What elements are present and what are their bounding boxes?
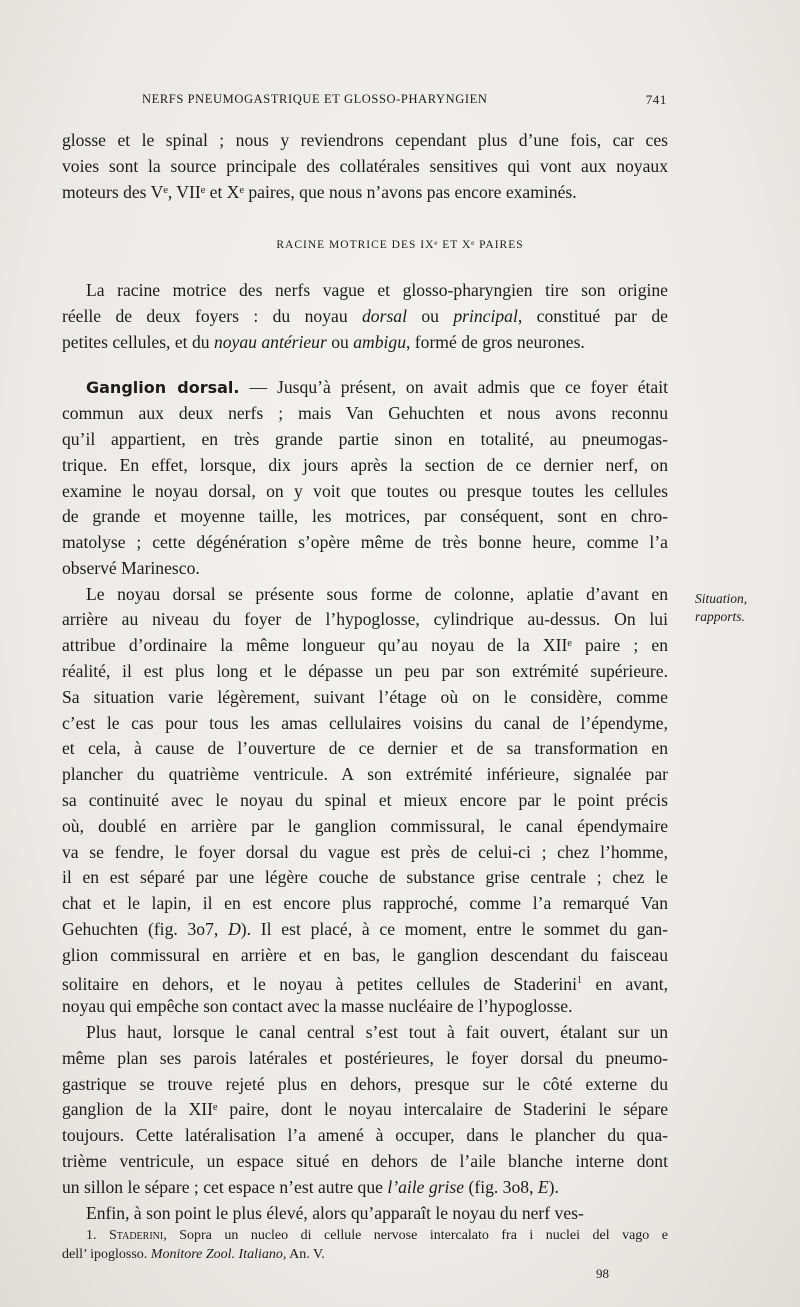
text-line: moteurs des Vᵉ, VIIᵉ et Xᵉ paires, que nous n’avons pas encore examinés.: [62, 181, 577, 202]
text-line: il en est séparé par une légère couche de substance grise centrale ; chez le: [62, 867, 668, 888]
text-line: attribue d’ordinaire la même longueur qu’au noyau de la XIIᵉ paire ; en: [62, 635, 668, 656]
margin-note: [695, 590, 747, 626]
paragraph-heading: Ganglion dorsal.: [86, 378, 240, 398]
text-line: Le noyau dorsal se présente sous forme de colonne, aplatie d’avant en: [86, 583, 668, 604]
margin-note-line: rapports.: [695, 609, 745, 625]
footnote: [62, 1226, 668, 1264]
text-line: réelle de deux foyers : du noyau dorsal ou principal, constitué par de: [62, 305, 668, 326]
text-line: sa continuité avec le noyau du spinal et mieux encore par le point précis: [62, 789, 668, 810]
text-line: Plus haut, lorsque le canal central s’est tout à fait ouvert, étalant sur un: [86, 1022, 668, 1042]
text-line: va se fendre, le foyer dorsal du vague est près de celui-ci ; chez l’homme,: [62, 841, 668, 862]
footnote-line: dell’ ipoglosso. Monitore Zool. Italiano, An. V.: [62, 1247, 325, 1262]
text-line: réalité, il est plus long et le dépasse un peu par son extrémité supérieure.: [62, 661, 668, 681]
text-line: gastrique se trouve rejeté plus en dehors, presque sur le côté externe du: [62, 1073, 668, 1094]
text-line: voies sont la source principale des collatérales sensitives qui vont aux noyaux: [62, 155, 668, 176]
margin-note-line: Situation,: [695, 591, 748, 607]
text-line: arrière au niveau du foyer de l’hypoglosse, cylindrique au-dessus. On lui: [62, 609, 668, 630]
text-line: examine le noyau dorsal, on y voit que toutes ou presque toutes les cellules: [62, 480, 668, 501]
text-line: glion commissural en arrière et en bas, le ganglion descendant du faisceau: [62, 944, 668, 965]
section-title: RACINE MOTRICE DES IXᵉ ET Xᵉ PAIRES: [276, 238, 524, 251]
text-line: trique. En effet, lorsque, dix jours après la section de ce dernier nerf, on: [62, 454, 668, 475]
running-title: NERFS PNEUMOGASTRIQUE ET GLOSSO-PHARYNGIEN: [142, 92, 488, 106]
text-line: Sa situation varie légèrement, suivant l’étage où on le considère, comme: [62, 686, 668, 707]
text-line: qu’il appartient, en très grande partie sinon en totalité, au pneumogas-: [62, 428, 668, 449]
text-line: commun aux deux nerfs ; mais Van Gehuchten et nous avons reconnu: [62, 403, 668, 424]
text-line: plancher du quatrième ventricule. A son extrémité inférieure, signalée par: [62, 764, 668, 785]
page-number: 741: [645, 92, 667, 107]
text-line: observé Marinesco.: [62, 557, 200, 578]
text-line: où, doublé en arrière par le ganglion commissural, le canal épendymaire: [62, 815, 668, 836]
text-line: Ganglion dorsal. — Jusqu’à présent, on avait admis que ce foyer était: [86, 377, 668, 398]
text-line: et cela, à cause de l’ouverture de ce dernier et de sa transformation en: [62, 738, 668, 759]
text-line: glosse et le spinal ; nous y reviendrons cependant plus d’une fois, car ces: [62, 130, 668, 150]
text-line: toujours. Cette latéralisation l’a amené à occuper, dans le plancher du qua-: [62, 1125, 668, 1146]
signature-mark: 98: [596, 1266, 609, 1281]
footnote-author: Staderini: [109, 1228, 164, 1243]
text-line: trième ventricule, un espace situé en dehors de l’aile blanche interne dont: [62, 1150, 668, 1171]
text-line: matolyse ; cette dégénération s’opère même de très bonne heure, comme l’a: [62, 532, 668, 553]
text-line: La racine motrice des nerfs vague et glosso-pharyngien tire son origine: [86, 279, 668, 300]
text-line: ganglion de la XIIᵉ paire, dont le noyau intercalaire de Staderini le sépare: [62, 1099, 668, 1120]
text-line: de grande et moyenne taille, les motrices, par conséquent, sont en chro-: [62, 506, 668, 527]
text-line: solitaire en dehors, et le noyau à petites cellules de Staderini$^1$ en avant,: [62, 974, 668, 995]
text-line: même plan ses parois latérales et postérieures, le foyer dorsal du pneumo-: [62, 1047, 668, 1068]
text-line: c’est le cas pour tous les amas cellulaires voisins du canal de l’épendyme,: [62, 712, 668, 733]
footnote-line: 1. Staderini, Sopra un nucleo di cellule nervose intercalato fra i nuclei del vago e: [86, 1228, 669, 1243]
text-line: noyau qui empêche son contact avec la masse nucléaire de l’hypoglosse.: [62, 996, 573, 1017]
text-line: Gehuchten (fig. 3o7, D). Il est placé, à ce moment, entre le sommet du gan-: [62, 918, 669, 939]
footnote-ref: 1: [577, 975, 582, 987]
text-line: Enfin, à son point le plus élevé, alors qu’apparaît le noyau du nerf ves-: [86, 1202, 584, 1223]
text-line: un sillon le sépare ; cet espace n’est autre que l’aile grise (fig. 3o8, E).: [62, 1176, 559, 1197]
text-line: chat et le lapin, il en est encore plus rapproché, comme l’a remarqué Van: [62, 893, 668, 913]
text-line: petites cellules, et du noyau antérieur ou ambigu, formé de gros neurones.: [62, 331, 585, 352]
